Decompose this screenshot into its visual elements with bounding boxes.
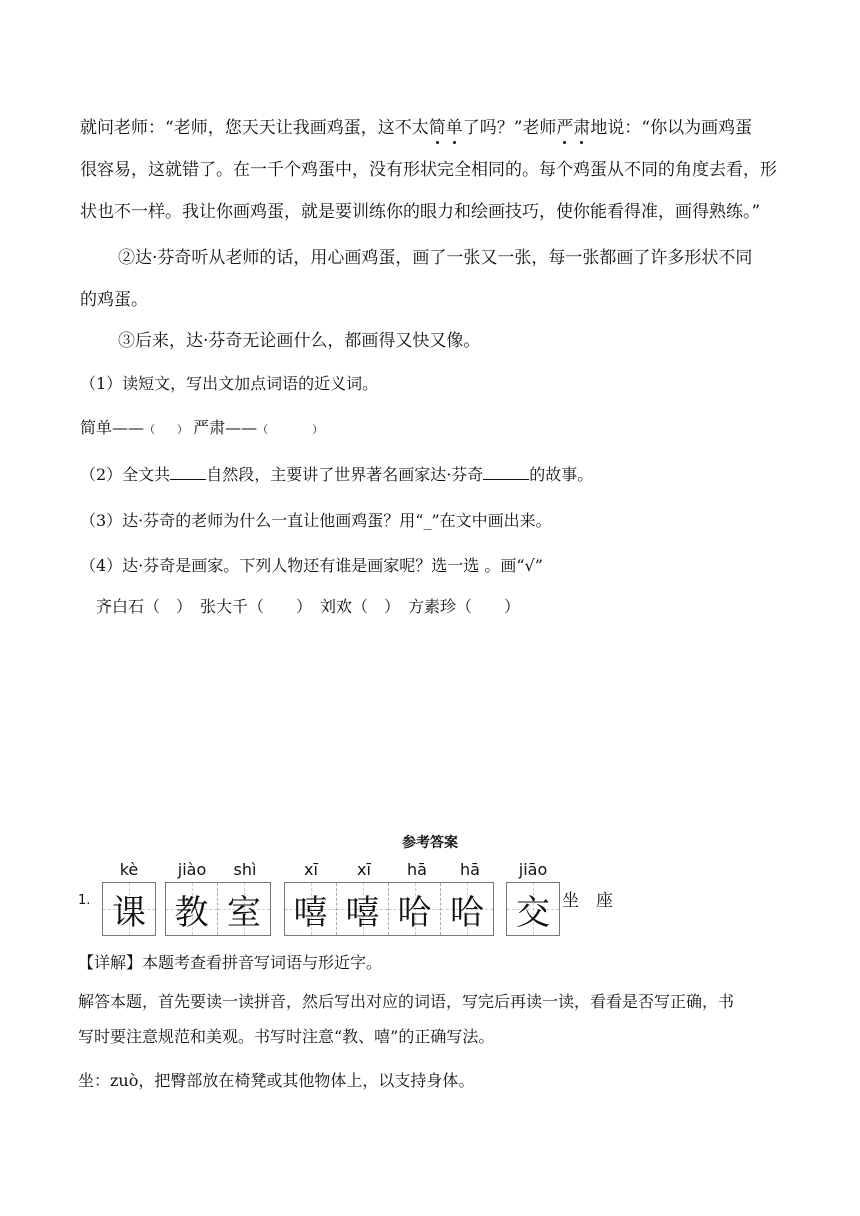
text: 自然段，主要讲了世界著名画家达·芬奇 bbox=[206, 465, 484, 484]
char-cell: 哈 bbox=[389, 883, 441, 935]
answer-explain-2: 写时要注意规范和美观。书写时注意“教、嘻”的正确写法。 bbox=[78, 1027, 495, 1046]
char-cell: 哈 bbox=[441, 883, 493, 935]
char-cell: 室 bbox=[218, 883, 270, 935]
answer-title: 参考答案 bbox=[402, 835, 458, 851]
answer-blank bbox=[483, 465, 529, 480]
question-2 bbox=[80, 462, 593, 485]
answer-extra: 坐 座 bbox=[562, 891, 613, 911]
question-1-answers bbox=[80, 415, 323, 438]
pinyin: xī bbox=[304, 860, 318, 879]
word-simple: 简单—— bbox=[80, 418, 145, 437]
word-serious: 严肃—— bbox=[193, 418, 258, 437]
dotted-char: 简 bbox=[429, 113, 446, 138]
answer-number: 1. bbox=[78, 893, 91, 908]
text: （2）全文共 bbox=[80, 465, 171, 484]
dotted-char: 肃 bbox=[573, 113, 590, 138]
text: 地说：“你以为画鸡蛋 bbox=[590, 118, 753, 138]
answer-paren: （ ） bbox=[257, 423, 324, 436]
pinyin: hā bbox=[407, 860, 427, 879]
pinyin: kè bbox=[119, 860, 139, 879]
answer-blank bbox=[170, 465, 206, 480]
answer-paren: （ ） bbox=[144, 423, 189, 436]
text: ”在文中画出来。 bbox=[431, 511, 552, 530]
text: 了吗？”老师 bbox=[462, 118, 557, 138]
dotted-char: 严 bbox=[556, 113, 573, 138]
text: 就问老师：“老师，您天天让我画鸡蛋，这不太 bbox=[80, 118, 429, 138]
char-grid bbox=[506, 882, 560, 936]
passage-para-2-end: 的鸡蛋。 bbox=[80, 290, 148, 310]
dotted-char: 单 bbox=[446, 113, 463, 138]
char-cell: 课 bbox=[103, 883, 155, 935]
char-grid bbox=[284, 882, 494, 936]
pinyin: jiāo bbox=[518, 860, 548, 879]
pinyin: hā bbox=[460, 860, 480, 879]
pinyin: xī bbox=[357, 860, 371, 879]
text: 的故事。 bbox=[529, 465, 594, 484]
passage-line-3: 状也不一样。我让你画鸡蛋，就是要训练你的眼力和绘画技巧，使你能看得准，画得熟练。” bbox=[80, 202, 761, 222]
question-4: （4）达·芬奇是画家。下列人物还有谁是画家呢？选一选 。画“√” bbox=[80, 556, 543, 575]
passage-para-3: ③后来，达·芬奇无论画什么，都画得又快又像。 bbox=[118, 331, 481, 351]
question-4-options: 齐白石（ ） 张大千（ ） 刘欢（ ） 方素珍（ ） bbox=[96, 597, 521, 616]
char-grid bbox=[165, 882, 271, 936]
answer-explain-1: 解答本题，首先要读一读拼音，然后写出对应的词语，写完后再读一读，看看是否写正确，书 bbox=[78, 992, 735, 1011]
question-3 bbox=[80, 508, 552, 531]
underline-mark: _ bbox=[423, 511, 432, 530]
pinyin: shì bbox=[233, 860, 257, 879]
passage-para-2: ②达·芬奇听从老师的话，用心画鸡蛋，画了一张又一张，每一张都画了许多形状不同 bbox=[118, 248, 753, 268]
passage-line-1 bbox=[80, 113, 752, 138]
char-cell: 交 bbox=[507, 883, 559, 935]
passage-line-2: 很容易，这就错了。在一千个鸡蛋中，没有形状完全相同的。每个鸡蛋从不同的角度去看，形 bbox=[80, 160, 777, 180]
answer-zuo: 坐：zuò，把臀部放在椅凳或其他物体上，以支持身体。 bbox=[78, 1071, 475, 1090]
answer-detail: 【详解】本题考查看拼音写词语与形近字。 bbox=[78, 953, 383, 972]
char-cell: 嘻 bbox=[285, 883, 337, 935]
char-cell: 嘻 bbox=[337, 883, 389, 935]
text: （3）达·芬奇的老师为什么一直让他画鸡蛋？用“ bbox=[80, 511, 424, 530]
char-grid bbox=[102, 882, 156, 936]
char-cell: 教 bbox=[166, 883, 218, 935]
question-1: （1）读短文，写出文加点词语的近义词。 bbox=[80, 374, 379, 393]
pinyin: jiào bbox=[177, 860, 207, 879]
